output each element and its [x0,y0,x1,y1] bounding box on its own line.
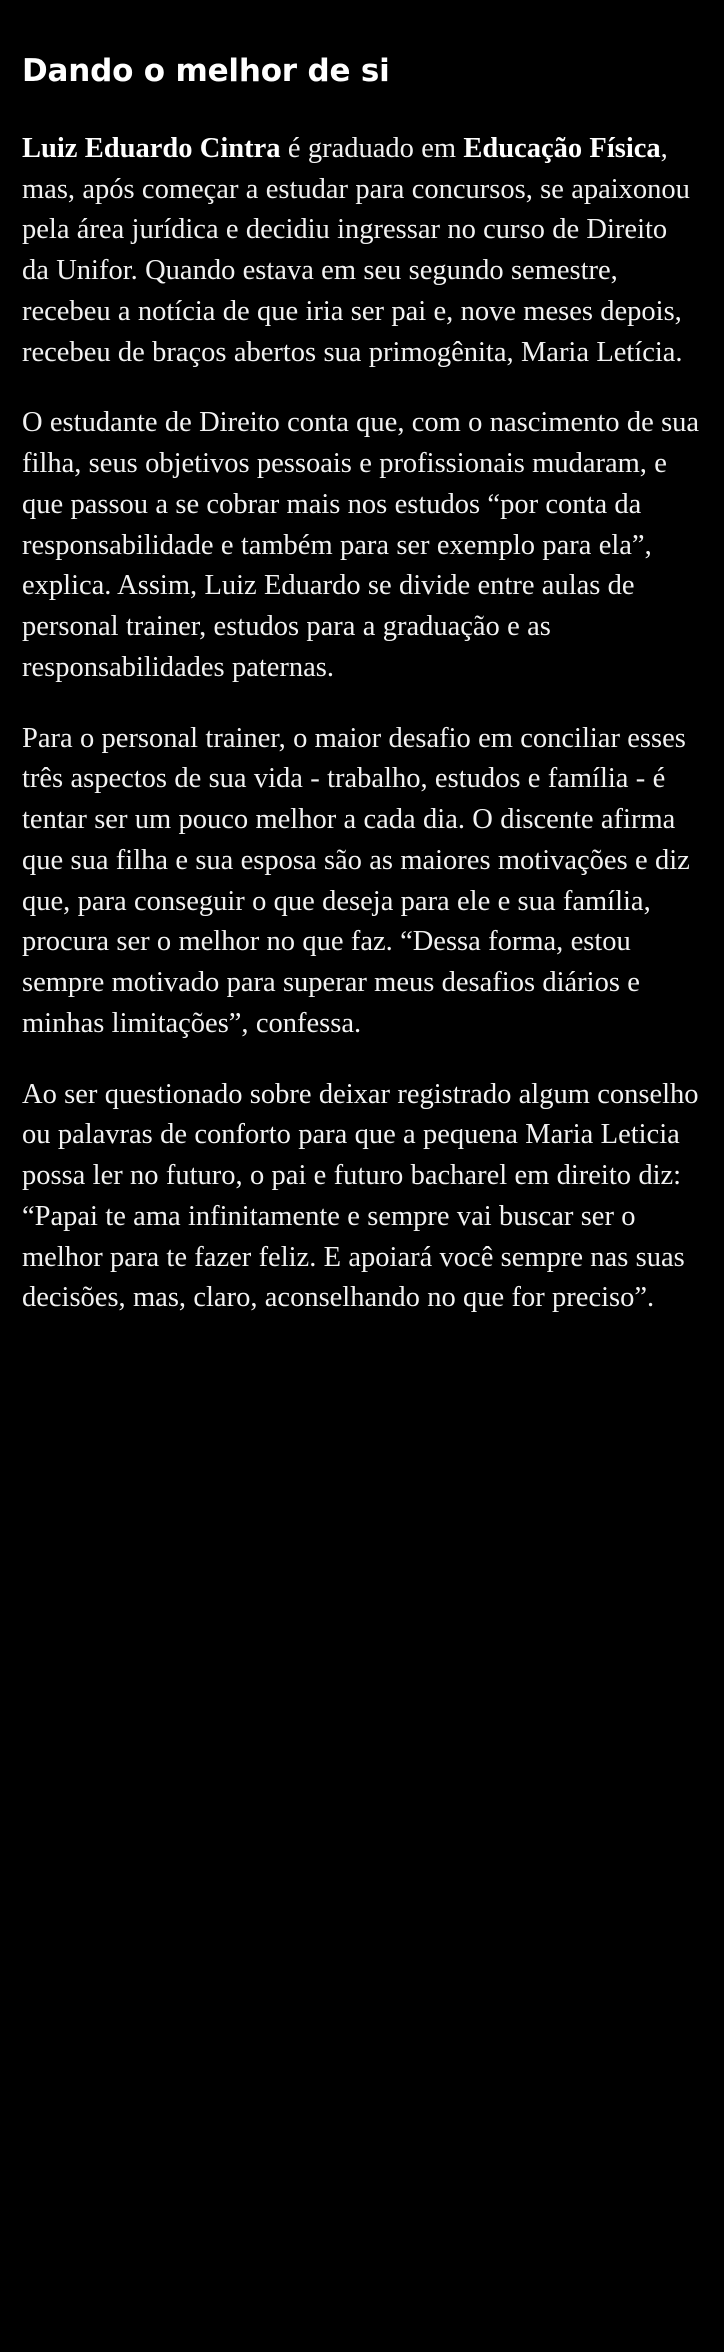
paragraph-text: , mas, após começar a estudar para concursos, se apaixonou pela área jurídica e decidiu ingressar no curso de Direito da Unifor. Quando estava em seu segundo semestre, recebeu a notícia de que iria ser pai e, nove meses depois, recebeu de braços abertos sua primogênita, Maria Letícia. [22,132,690,368]
article-body [22,129,700,1319]
emphasized-text: Luiz Eduardo Cintra [22,132,281,164]
article-paragraph [22,719,700,1045]
page-title: Dando o melhor de si [22,53,390,89]
emphasized-text: Educação Física [463,132,661,164]
paragraph-text: é graduado em [280,132,464,164]
article-paragraph [22,129,700,374]
paragraph-text: Para o personal trainer, o maior desafio em conciliar esses três aspectos de sua vida - trabalho, estudos e família - é tentar ser um pouco melhor a cada dia. O discente afirma que sua filha e sua esposa são as maiores motivações e diz que, para conseguir o que deseja para ele e sua família, procura ser o melhor no que faz. “Dessa forma, estou sempre motivado para superar meus desafios diários e minhas limitações”, confessa. [22,722,690,1039]
article-paragraph [22,403,700,688]
article-paragraph [22,1075,700,1320]
paragraph-text: O estudante de Direito conta que, com o nascimento de sua filha, seus objetivos pessoais e profissionais mudaram, e que passou a se cobrar mais nos estudos “por conta da responsabilidade e também para ser exemplo para ela”, explica. Assim, Luiz Eduardo se divide entre aulas de personal trainer, estudos para a graduação e as responsabilidades paternas. [22,407,700,683]
paragraph-text: Ao ser questionado sobre deixar registrado algum conselho ou palavras de conforto para que a pequena Maria Leticia possa ler no futuro, o pai e futuro bacharel em direito diz: “Papai te ama infinitamente e sempre vai buscar ser o melhor para te fazer feliz. E apoiará você sempre nas suas decisões, mas, claro, aconselhando no que for preciso”. [22,1078,699,1314]
